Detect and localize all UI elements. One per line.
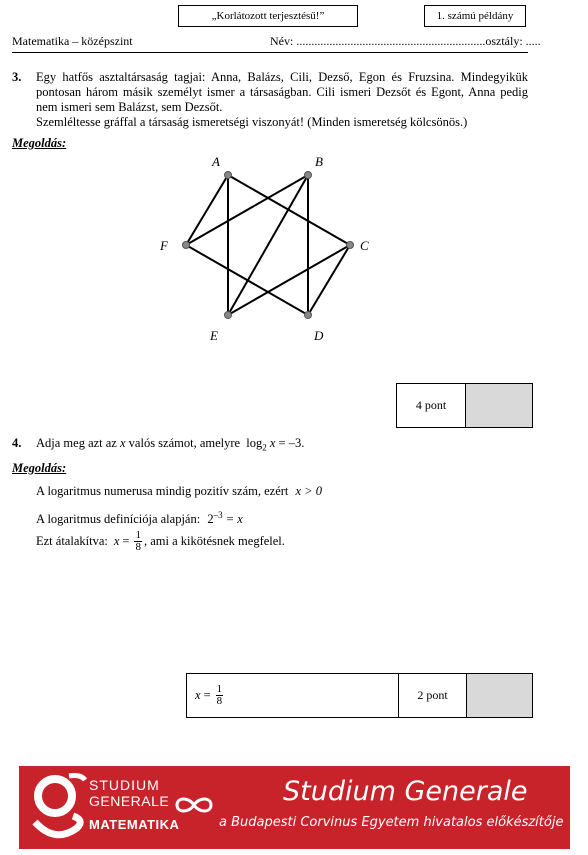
acquaintance-graph: [150, 150, 390, 350]
graph-label-C: C: [360, 238, 369, 253]
task4-number: 4.: [12, 436, 22, 450]
task4-points: 2 pont: [399, 674, 467, 717]
task4-prompt-var: x: [119, 436, 126, 450]
task3-points: 4 pont: [397, 384, 466, 427]
footer-banner: [19, 766, 570, 849]
task3-text: [36, 70, 528, 130]
task4-prompt-mid: valós számot, amelyre: [128, 436, 241, 450]
task4-line1: A logaritmus numerusa mindig pozitív szám, ezért x > 0: [36, 484, 322, 498]
task4-answer: x = $\frac{1}{8}$: [187, 674, 399, 717]
graph-edge-B-E: [228, 175, 308, 315]
task3-solution-label: Megoldás:: [12, 136, 67, 150]
subject-label: Matematika – középszint: [12, 34, 133, 48]
task4-answer-box: [186, 673, 533, 718]
task3-score-field[interactable]: [466, 384, 532, 427]
task4-equation: $\log_2 x = -3$: [246, 436, 302, 453]
header-divider: [12, 52, 528, 53]
graph-node-E: [225, 312, 232, 319]
task4-prompt-pre: Adja meg azt az: [36, 436, 117, 450]
logo-line2: GENERALE: [89, 793, 170, 809]
graph-label-B: B: [315, 154, 323, 169]
task4-solution-label: Megoldás:: [12, 461, 67, 475]
graph-label-D: D: [314, 328, 324, 343]
task4-line3: Ezt átalakítva: x = $\frac{1}{8}$ , ami a kikötésnek megfelel.: [36, 529, 285, 553]
logo-line3: MATEMATIKA: [89, 817, 180, 832]
task3-number: 3.: [12, 70, 22, 84]
graph-node-A: [225, 172, 232, 179]
restricted-label-box: [178, 5, 358, 27]
task4-prompt: Adja meg azt az x valós számot, amelyre $\log_2 x = -3$.: [36, 436, 305, 453]
power-expression: $2^{-3} = x$: [207, 510, 243, 527]
graph-node-F: [183, 242, 190, 249]
task4-line2: A logaritmus definíciója alapján: $2^{-3} = x$: [36, 510, 243, 527]
graph-node-D: [305, 312, 312, 319]
restricted-label: „Korlátozott terjesztésű!”: [211, 10, 325, 22]
graph-edge-A-F: [186, 175, 228, 245]
graph-edge-C-D: [308, 245, 350, 315]
sg-logo-mark: [25, 770, 95, 846]
task3-line: Szemléltesse gráffal a társaság ismeretségi viszonyát! (Minden ismeretség kölcsönös.): [36, 115, 468, 129]
task3-score-box: [396, 383, 533, 428]
graph-label-A: A: [212, 154, 220, 169]
graph-node-B: [305, 172, 312, 179]
task3-line: Egy hatfős asztaltársaság tagjai: Anna, Balázs, Cili, Dezső, Egon és Fruzsina. Mindegyikük: [36, 70, 528, 84]
fraction: $\frac{1}{8}$: [216, 683, 223, 707]
infinity-icon: [171, 794, 217, 816]
task3-line: pontosan három másik személyt ismer a társaságban. Cili ismeri Dezsőt és Egont, Anna pedig: [36, 85, 528, 99]
task3-line: nem ismeri sem Balázst, sem Dezsőt.: [36, 100, 223, 114]
graph-label-F: F: [160, 238, 168, 253]
brand-name: Studium Generale: [283, 776, 528, 807]
graph-label-E: E: [210, 328, 218, 343]
name-class-field: Név: ...............................................................osztály: .....: [270, 34, 541, 48]
task4-score-field[interactable]: [467, 674, 532, 717]
fraction: $\frac{1}{8}$: [135, 529, 141, 553]
copy-number-box: [424, 5, 526, 27]
brand-tagline: a Budapesti Corvinus Egyetem hivatalos előkészítője: [219, 815, 564, 830]
copy-number: 1. számú példány: [436, 10, 514, 22]
graph-node-C: [347, 242, 354, 249]
logo-line1: STUDIUM: [89, 777, 160, 793]
